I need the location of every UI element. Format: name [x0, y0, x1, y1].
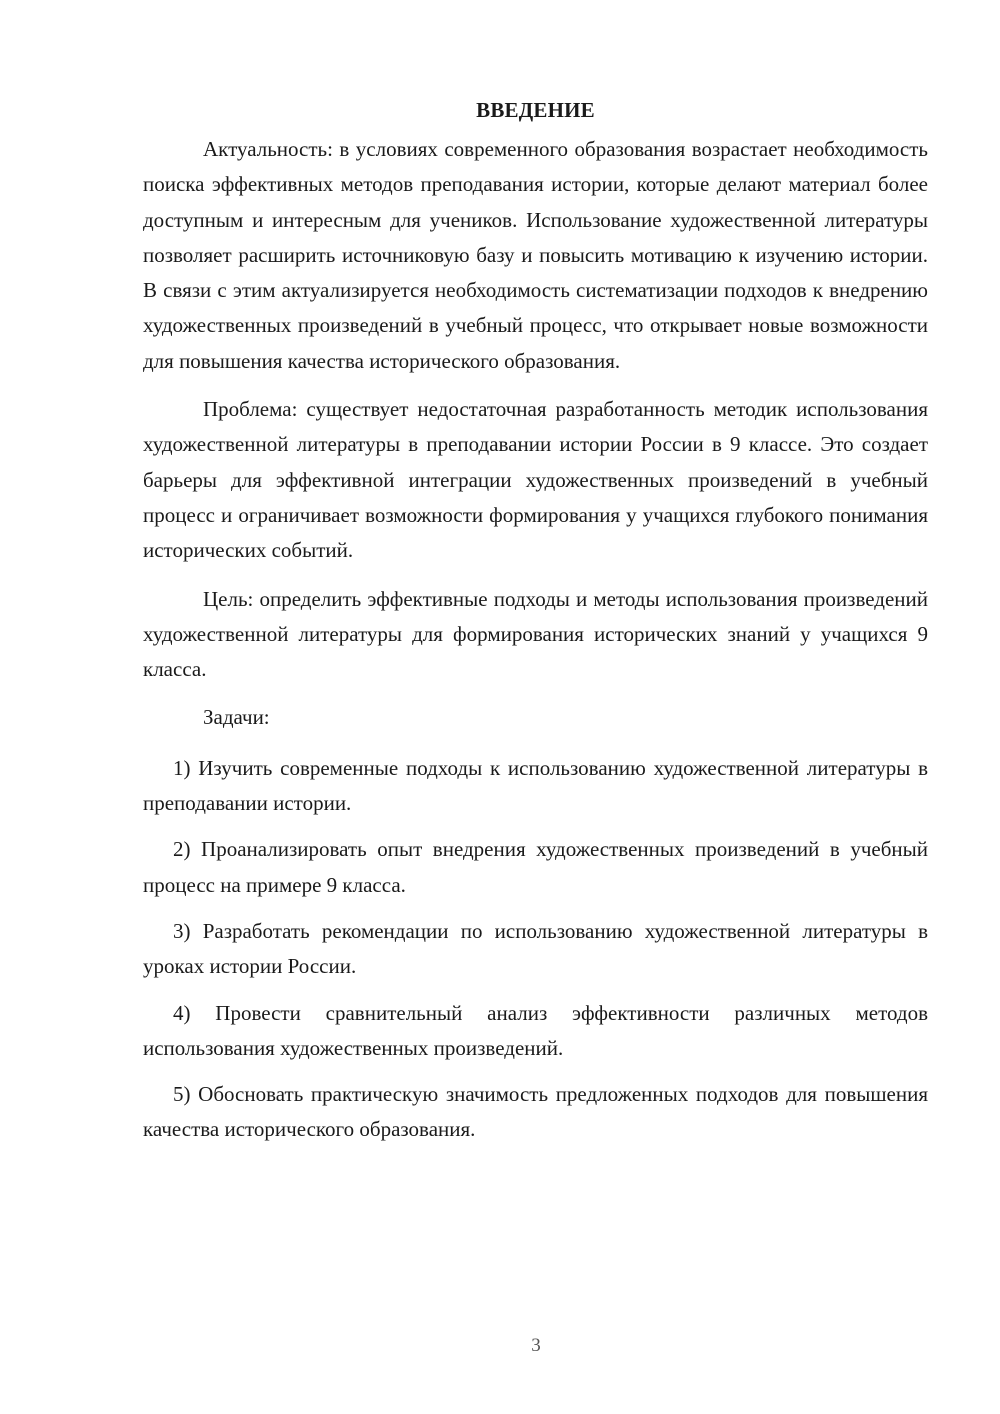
task-item: 1) Изучить современные подходы к использованию художественной литературы в преподавании истории.	[143, 755, 928, 816]
task-item: 2) Проанализировать опыт внедрения художественных произведений в учебный процесс на примере 9 класса.	[143, 837, 928, 897]
paragraph-relevance: Актуальность: в условиях современного образования возрастает необходимость поиска эффективных методов преподавания истории, которые делают материал более доступным и интересным для учеников. Использование художественной литературы позволяет расширить источниковую базу и повысить мотивацию к изучению истории. В связи с этим актуализируется необходимость систематизации подходов к внедрению художественных произведений в учебный процесс, что открывает новые возможности для повышения качества исторического образования.	[143, 137, 928, 373]
paragraph-goal: Цель: определить эффективные подходы и методы использования произведений художественной литературы для формирования исторических знаний у учащихся 9 класса.	[143, 586, 928, 682]
task-item: 5) Обосновать практическую значимость предложенных подходов для повышения качества исторического образования.	[143, 1082, 928, 1142]
paragraph-problem: Проблема: существует недостаточная разработанность методик использования художественной литературы в преподавании истории России в 9 классе. Это создает барьеры для эффективной интеграции художественных произведений в учебный процесс и ограничивает возможности формирования у учащихся глубокого понимания исторических событий.	[143, 397, 928, 563]
tasks-heading: Задачи:	[203, 705, 270, 730]
page-number: 3	[531, 1335, 541, 1356]
section-title: ВВЕДЕНИЕ	[476, 98, 595, 122]
task-item: 4) Провести сравнительный анализ эффективности различных методов использования художественных произведений.	[143, 1000, 928, 1060]
page-content	[143, 96, 928, 1159]
task-item: 3) Разработать рекомендации по использованию художественной литературы в уроках истории России.	[143, 918, 928, 979]
